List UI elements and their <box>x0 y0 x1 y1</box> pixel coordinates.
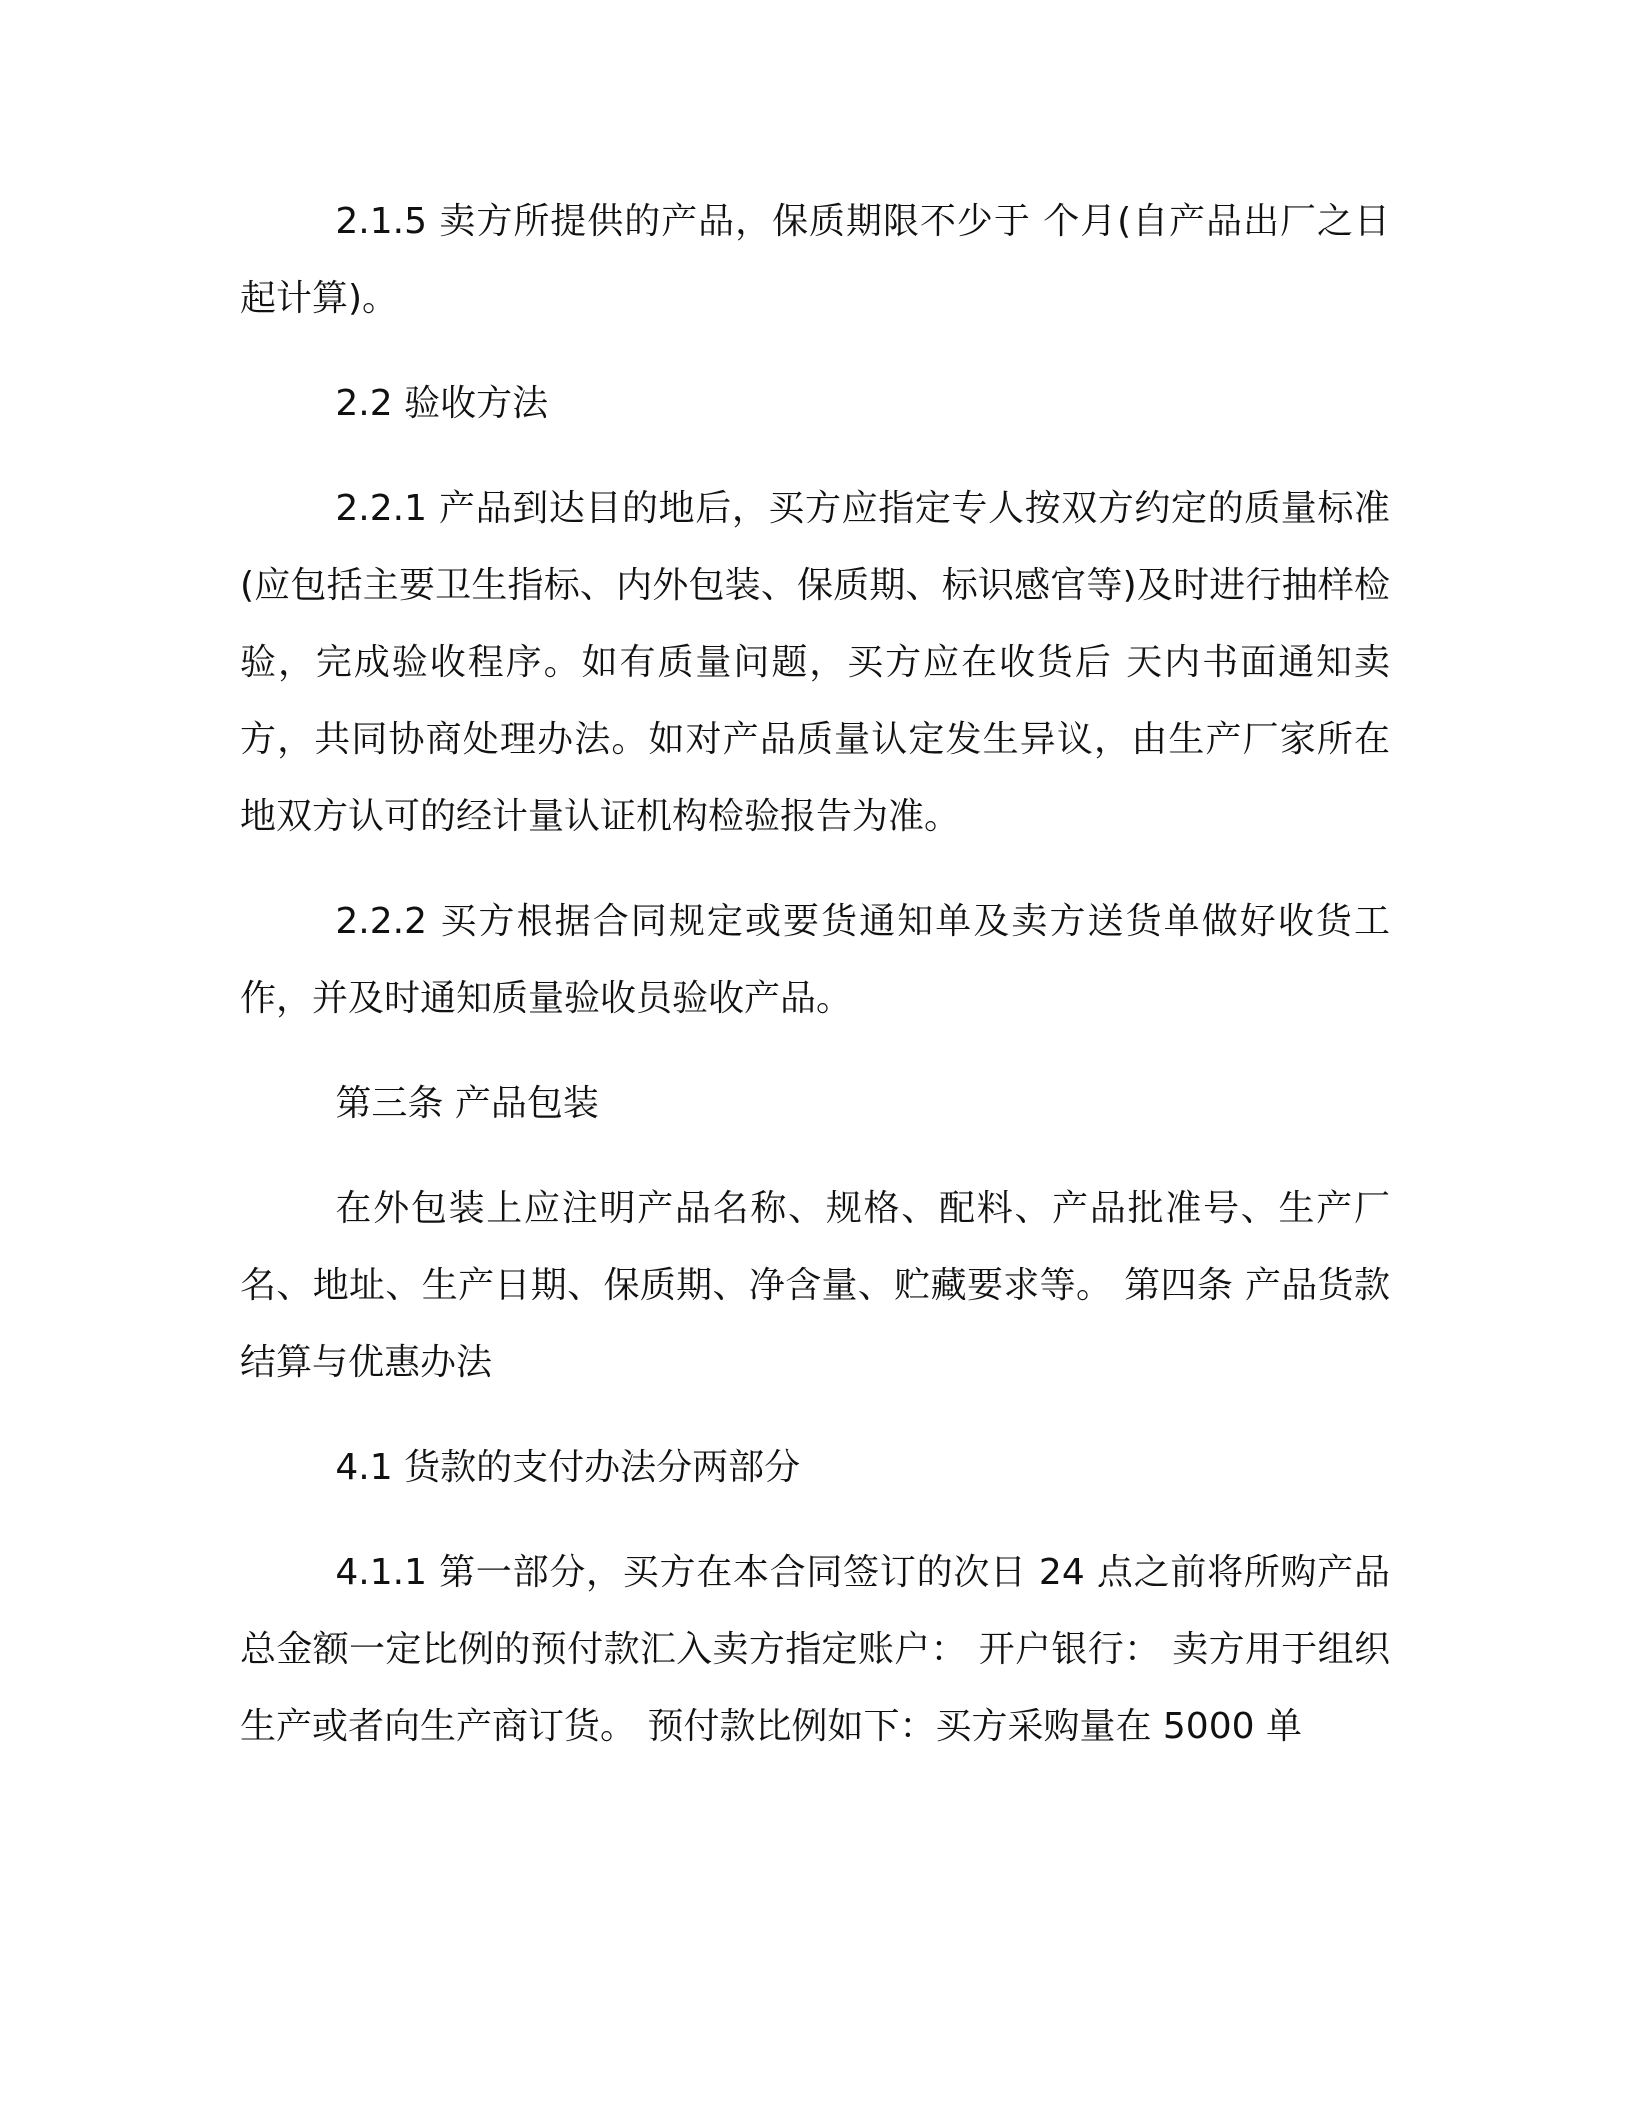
paragraph-2-2-1: 2.2.1 产品到达目的地后，买方应指定专人按双方约定的质量标准(应包括主要卫生指标、内外包装、保质期、标识感官等)及时进行抽样检验，完成验收程序。如有质量问题，买方应在收货后 天内书面通知卖方，共同协商处理办法。如对产品质量认定发生异议，由生产厂家所在地双方认可的经计量认证机构检验报告为准。 <box>240 488 1390 837</box>
heading-4-1-payment-method: 4.1 货款的支付办法分两部分 <box>335 1447 801 1488</box>
paragraph-2-1-5: 2.1.5 卖方所提供的产品，保质期限不少于 个月(自产品出厂之日起计算)。 <box>240 201 1390 319</box>
paragraph-4-1-1: 4.1.1 第一部分，买方在本合同签订的次日 24 点之前将所购产品总金额一定比例的预付款汇入卖方指定账户： 开户银行： 卖方用于组织生产或者向生产商订货。 预付款比例如下：买方采购量在 5000 单 <box>240 1552 1390 1747</box>
paragraph-packaging-requirements: 在外包装上应注明产品名称、规格、配料、产品批准号、生产厂名、地址、生产日期、保质期、净含量、贮藏要求等。 第四条 产品货款结算与优惠办法 <box>240 1188 1390 1383</box>
paragraph-2-2-2: 2.2.2 买方根据合同规定或要货通知单及卖方送货单做好收货工作，并及时通知质量验收员验收产品。 <box>240 901 1390 1019</box>
heading-2-2-acceptance-method: 2.2 验收方法 <box>335 383 549 424</box>
document-body <box>240 183 1390 1765</box>
heading-article-3-packaging: 第三条 产品包装 <box>335 1083 599 1124</box>
